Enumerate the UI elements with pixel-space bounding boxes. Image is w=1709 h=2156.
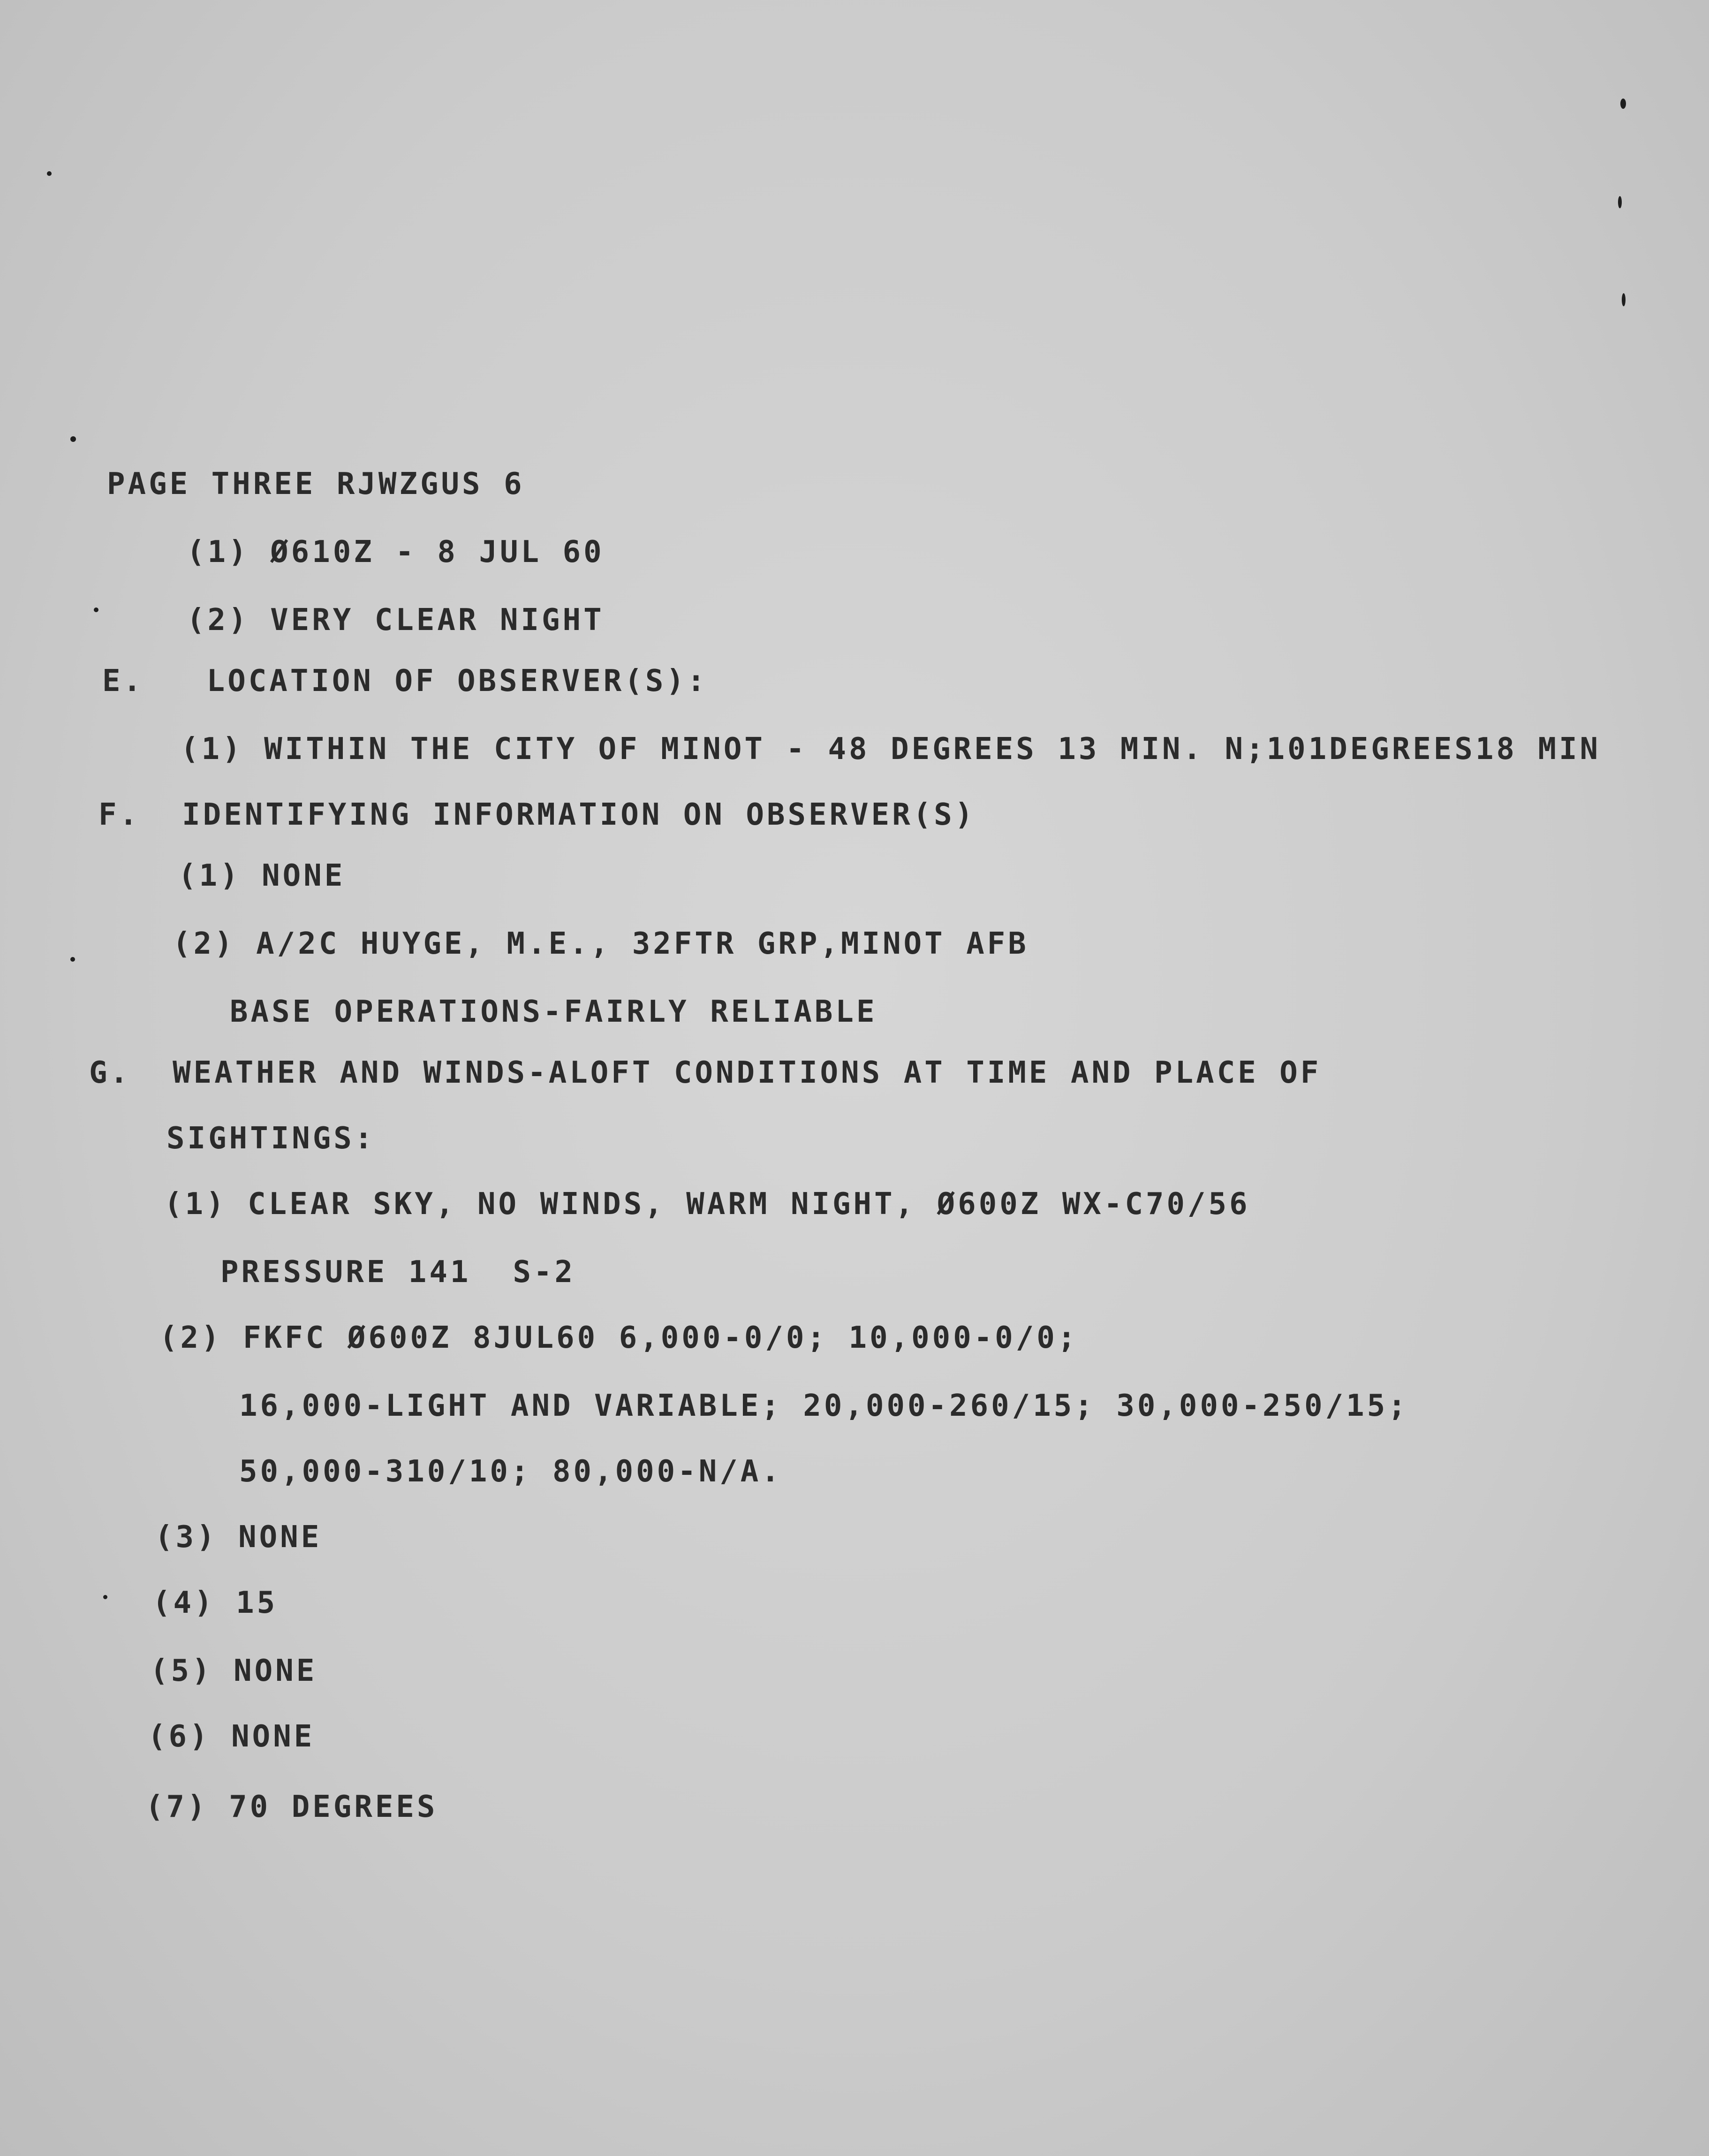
item-g-2: (2) FKFC Ø600Z 8JUL60 6,000-0/0; 10,000-0/0;: [159, 1321, 1079, 1355]
item-g-2-continued-1: 16,000-LIGHT AND VARIABLE; 20,000-260/15; 30,000-250/15;: [239, 1389, 1409, 1423]
page-header: PAGE THREE RJWZGUS 6: [107, 467, 525, 501]
item-f-2-continued: BASE OPERATIONS-FAIRLY RELIABLE: [230, 994, 877, 1029]
speck-mark: [1620, 99, 1626, 109]
speck-mark: [70, 957, 75, 962]
speck-mark: [94, 607, 98, 612]
item-g-2-continued-2: 50,000-310/10; 80,000-N/A.: [239, 1454, 782, 1489]
item-g-5: (5) NONE: [150, 1654, 318, 1688]
item-g-6: (6) NONE: [148, 1719, 315, 1754]
item-f-1: (1) NONE: [178, 858, 346, 893]
item-f-2: (2) A/2C HUYGE, M.E., 32FTR GRP,MINOT AFB: [173, 926, 1029, 961]
item-e-time: (1) Ø610Z - 8 JUL 60: [187, 535, 605, 569]
speck-mark: [1622, 293, 1626, 306]
item-e-conditions: (2) VERY CLEAR NIGHT: [187, 603, 605, 638]
item-e-location: (1) WITHIN THE CITY OF MINOT - 48 DEGREES 13 MIN. N;101DEGREES18 MIN: [181, 732, 1601, 767]
item-g-4: (4) 15: [152, 1586, 278, 1620]
item-g-7: (7) 70 DEGREES: [145, 1790, 438, 1824]
section-g-heading: G. WEATHER AND WINDS-ALOFT CONDITIONS AT TIME AND PLACE OF: [89, 1055, 1322, 1090]
item-g-1-continued: PRESSURE 141 S-2: [220, 1255, 576, 1290]
item-g-1: (1) CLEAR SKY, NO WINDS, WARM NIGHT, Ø600Z WX-C70/56: [164, 1187, 1250, 1222]
section-f-heading: F. IDENTIFYING INFORMATION ON OBSERVER(S): [98, 797, 976, 832]
speck-mark: [70, 436, 76, 442]
section-e-heading: E. LOCATION OF OBSERVER(S):: [102, 664, 708, 698]
section-g-heading-continued: SIGHTINGS:: [166, 1121, 376, 1156]
speck-mark: [1618, 196, 1622, 208]
speck-mark: [103, 1595, 107, 1599]
speck-mark: [47, 171, 52, 176]
item-g-3: (3) NONE: [155, 1520, 322, 1555]
